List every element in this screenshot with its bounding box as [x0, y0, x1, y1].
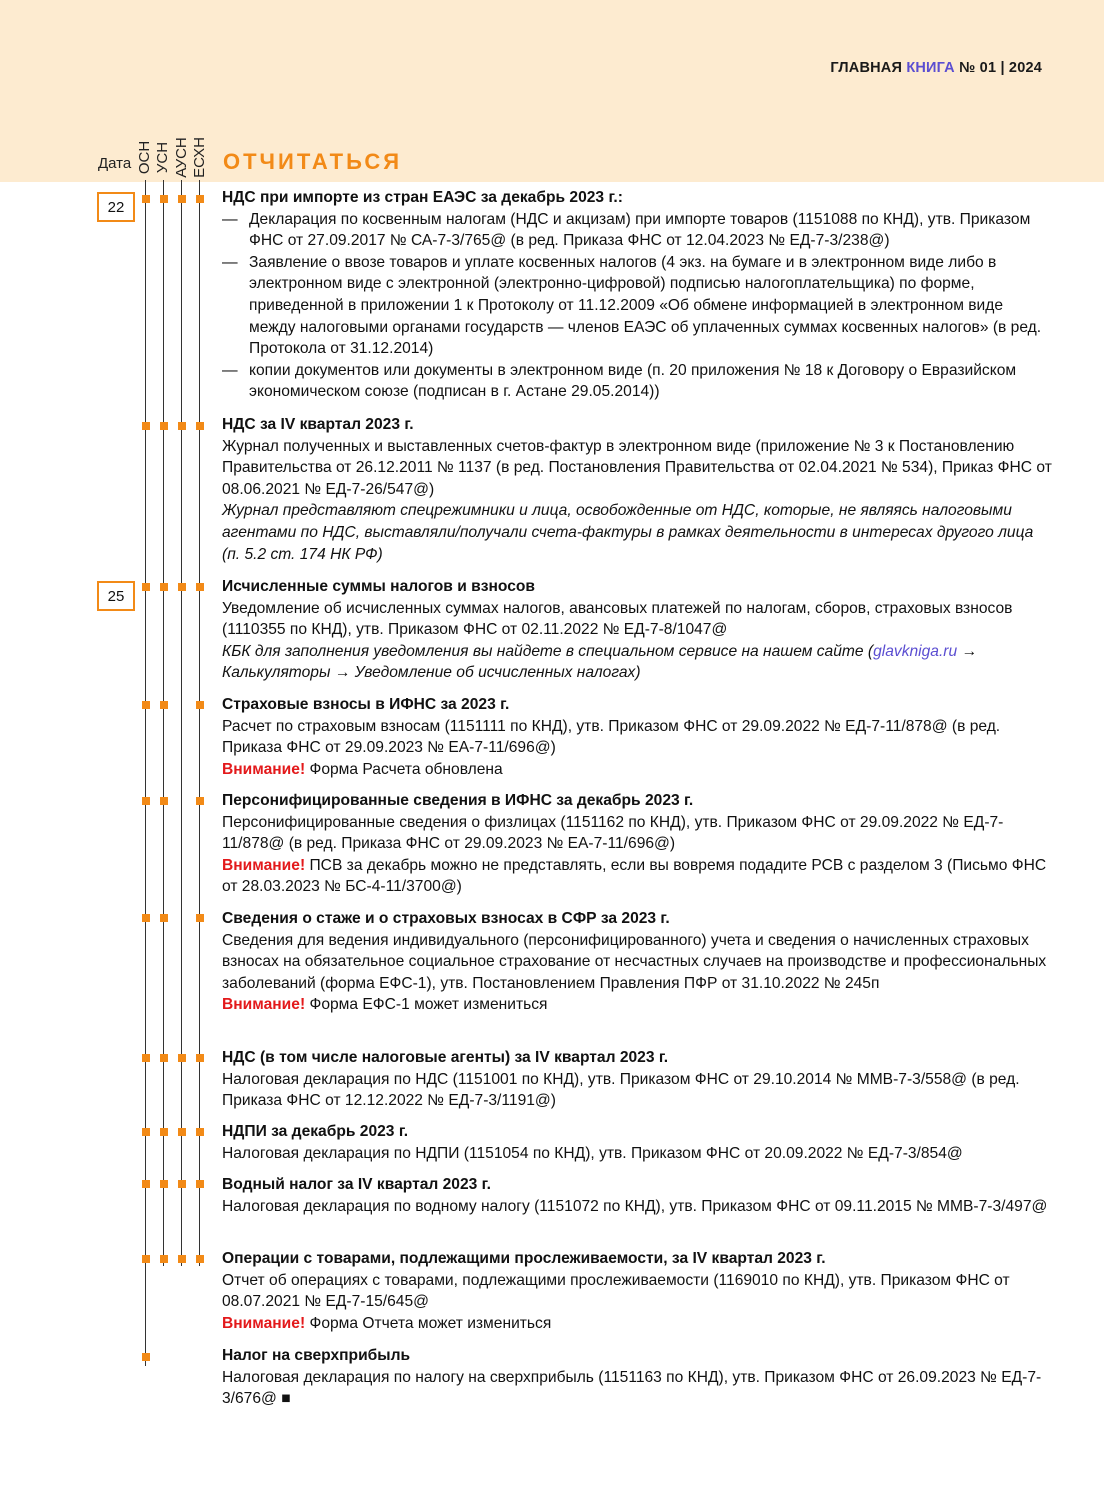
entry-water-tax: [222, 1174, 1052, 1217]
regime-mark: [142, 701, 150, 709]
regime-header-ausn: АУСН: [172, 136, 190, 178]
regime-mark: [160, 701, 168, 709]
entry-title: Налог на сверхприбыль: [222, 1347, 411, 1364]
regime-mark: [160, 914, 168, 922]
entry-text: Налоговая декларация по НДПИ (1151054 по КНД), утв. Приказом ФНС от 20.09.2022 № ЕД-7-3/854@: [222, 1144, 963, 1162]
entry-text: Налоговая декларация по НДС (1151001 по КНД), утв. Приказом ФНС от 29.10.2014 № ММВ-7-3/558@ (в ред. Приказа ФНС от 12.12.2022 № ЕД-7-3/1191@): [222, 1070, 1020, 1110]
regime-mark: [160, 422, 168, 430]
entry-note: Журнал представляют спецрежимники и лица, освобожденные от НДС, которые, не являясь налоговыми агентами по НДС, выставляли/получали счета-фактуры в рамках деятельности в интересах другого лица (п. 5.2 ст. 174 НК РФ): [222, 502, 1034, 563]
regime-mark: [142, 195, 150, 203]
regime-mark: [196, 1128, 204, 1136]
regime-mark: [160, 195, 168, 203]
regime-mark: [178, 1128, 186, 1136]
date-box: 25: [97, 581, 135, 611]
section-title: ОТЧИТАТЬСЯ: [223, 149, 403, 174]
regime-mark: [160, 797, 168, 805]
issue-number: № 01 | 2024: [959, 60, 1042, 76]
regime-mark: [196, 195, 204, 203]
regime-line-ausn: [181, 180, 182, 1266]
regime-header-osn: ОСН: [136, 140, 154, 174]
regime-mark: [196, 914, 204, 922]
end-mark: ■: [281, 1390, 291, 1408]
regime-mark: [160, 1255, 168, 1263]
entry-title: НДС (в том числе налоговые агенты) за IV квартал 2023 г.: [222, 1049, 669, 1066]
entry-note: КБК для заполнения уведомления вы найдете в специальном сервисе на нашем сайте (glavkniga.ru → Калькуляторы → Уведомление об исчисленных налогах): [222, 642, 978, 682]
entry-warning: Внимание! ПСВ за декабрь можно не представлять, если вы вовремя подадите РСВ с разделом 3 (Письмо ФНС от 28.03.2023 № БС-4-11/3700@): [222, 856, 1047, 896]
entry-warning: Внимание! Форма Расчета обновлена: [222, 760, 503, 778]
regime-mark: [142, 583, 150, 591]
entry-traceability: [222, 1248, 1052, 1334]
regime-mark: [160, 1180, 168, 1188]
regime-mark: [196, 1180, 204, 1188]
brand-accent: КНИГА: [906, 60, 955, 76]
brand-main: ГЛАВНАЯ: [830, 60, 903, 76]
regime-mark: [178, 195, 186, 203]
regime-mark: [142, 914, 150, 922]
entry-sfr: [222, 908, 1052, 1016]
entry-title: НДС за IV квартал 2023 г.: [222, 416, 414, 433]
entry-text: Персонифицированные сведения о физлицах (1151162 по КНД), утв. Приказом ФНС от 29.09.2022 № ЕД-7-11/878@ (в ред. Приказа ФНС от 29.09.2023 № ЕА-7-11/696@): [222, 813, 1004, 853]
regime-header-eschn: ЕСХН: [190, 136, 208, 178]
entry-text: Расчет по страховым взносам (1151111 по КНД), утв. Приказом ФНС от 29.09.2022 № ЕД-7-11/878@ (в ред. Приказа ФНС от 29.09.2023 № ЕА-7-11/696@): [222, 717, 1001, 757]
regime-mark: [196, 1054, 204, 1062]
entry-text: Налоговая декларация по налогу на сверхприбыль (1151163 по КНД), утв. Приказом ФНС от 26.09.2023 № ЕД-7-3/676@ ■: [222, 1368, 1042, 1408]
entry-windfall-tax: [222, 1345, 1052, 1410]
magazine-header: [830, 60, 1042, 76]
entry-vat-q4: [222, 414, 1052, 565]
regime-line-eschn: [199, 180, 200, 1266]
entry-text: Сведения для ведения индивидуального (персонифицированного) учета и сведения о начисленных страховых взносах на обязательное социальное страхование от несчастных случаев на производстве и профессиональных заболеваний (форма ЕФС-1), утв. Постановлением Правления ПФР от 31.10.2022 № 245п: [222, 931, 1047, 992]
regime-mark: [196, 422, 204, 430]
regime-mark: [142, 1128, 150, 1136]
list-item: — Декларация по косвенным налогам (НДС и акцизам) при импорте товаров (1151088 по КНД), утв. Приказом ФНС от 27.09.2017 № СА-7-3/765@ (в ред. Приказа ФНС от 12.04.2023 № ЕД-7-3/238@): [222, 210, 1031, 250]
regime-line-osn: [145, 180, 146, 1366]
regime-mark: [196, 797, 204, 805]
regime-mark: [178, 1180, 186, 1188]
entry-vat-import: [222, 187, 1052, 403]
regime-mark: [160, 1128, 168, 1136]
regime-mark: [178, 1054, 186, 1062]
entry-warning: Внимание! Форма Отчета может измениться: [222, 1314, 552, 1332]
entry-title: Операции с товарами, подлежащими прослеживаемости, за IV квартал 2023 г.: [222, 1250, 826, 1267]
regime-mark: [160, 1054, 168, 1062]
date-box: 22: [97, 192, 135, 222]
regime-mark: [196, 701, 204, 709]
list-item: — копии документов или документы в электронном виде (п. 20 приложения № 18 к Договору о Евразийском экономическом союзе (подписан в г. Астане 29.05.2014)): [222, 361, 1017, 401]
regime-mark: [178, 422, 186, 430]
entry-ndpi: [222, 1121, 1052, 1164]
entry-title: Персонифицированные сведения в ИФНС за декабрь 2023 г.: [222, 792, 694, 809]
entry-vat-agents: [222, 1047, 1052, 1112]
regime-mark: [142, 1054, 150, 1062]
entry-title: НДС при импорте из стран ЕАЭС за декабрь 2023 г.:: [222, 189, 623, 206]
entry-text: Журнал полученных и выставленных счетов-фактур в электронном виде (приложение № 3 к Постановлению Правительства от 26.12.2011 № 1137 (в ред. Постановления Правительства от 02.04.2021 № 534), Приказ ФНС от 08.06.2021 № ЕД-7-26/547@): [222, 437, 1052, 498]
regime-mark: [142, 422, 150, 430]
entry-title: Страховые взносы в ИФНС за 2023 г.: [222, 696, 510, 713]
list-item: — Заявление о ввозе товаров и уплате косвенных налогов (4 экз. на бумаге и в электронном виде либо в электронном виде с электронной (электронно-цифровой) подписью налогоплательщика) по форме, приведенной в приложении 1 к Протоколу от 11.12.2009 «Об обмене информацией в электронном виде между налоговыми органами государств — членов ЕАЭС об уплаченных суммах косвенных налогов» (в ред. Протокола от 31.12.2014): [222, 253, 1042, 358]
date-column-header: Дата: [98, 155, 132, 172]
entry-text: Уведомление об исчисленных суммах налогов, авансовых платежей по налогам, сборов, страховых взносов (1110355 по КНД), утв. Приказом ФНС от 02.11.2022 № ЕД-7-8/1047@: [222, 599, 1013, 639]
entry-personal-data: [222, 790, 1052, 898]
entry-text: Налоговая декларация по водному налогу (1151072 по КНД), утв. Приказом ФНС от 09.11.2015 № ММВ-7-3/497@: [222, 1197, 1048, 1215]
entry-insurance-ifns: [222, 694, 1052, 780]
entry-warning: Внимание! Форма ЕФС-1 может измениться: [222, 996, 548, 1014]
entry-title: Исчисленные суммы налогов и взносов: [222, 578, 536, 595]
regime-mark: [196, 583, 204, 591]
entry-title: НДПИ за декабрь 2023 г.: [222, 1123, 409, 1140]
glavkniga-link[interactable]: glavkniga.ru: [873, 642, 958, 660]
regime-mark: [178, 583, 186, 591]
regime-header-usn: УСН: [154, 141, 172, 173]
regime-mark: [160, 583, 168, 591]
regime-mark: [196, 1255, 204, 1263]
entry-tax-notice: [222, 576, 1052, 684]
entry-title: Водный налог за IV квартал 2023 г.: [222, 1176, 491, 1193]
regime-mark: [178, 1255, 186, 1263]
regime-mark: [142, 797, 150, 805]
regime-mark: [142, 1353, 150, 1361]
regime-mark: [142, 1255, 150, 1263]
entry-text: Отчет об операциях с товарами, подлежащими прослеживаемости (1169010 по КНД), утв. Приказом ФНС от 08.07.2021 № ЕД-7-15/645@: [222, 1271, 1010, 1311]
regime-line-usn: [163, 180, 164, 1266]
regime-mark: [142, 1180, 150, 1188]
entry-title: Сведения о стаже и о страховых взносах в СФР за 2023 г.: [222, 910, 670, 927]
